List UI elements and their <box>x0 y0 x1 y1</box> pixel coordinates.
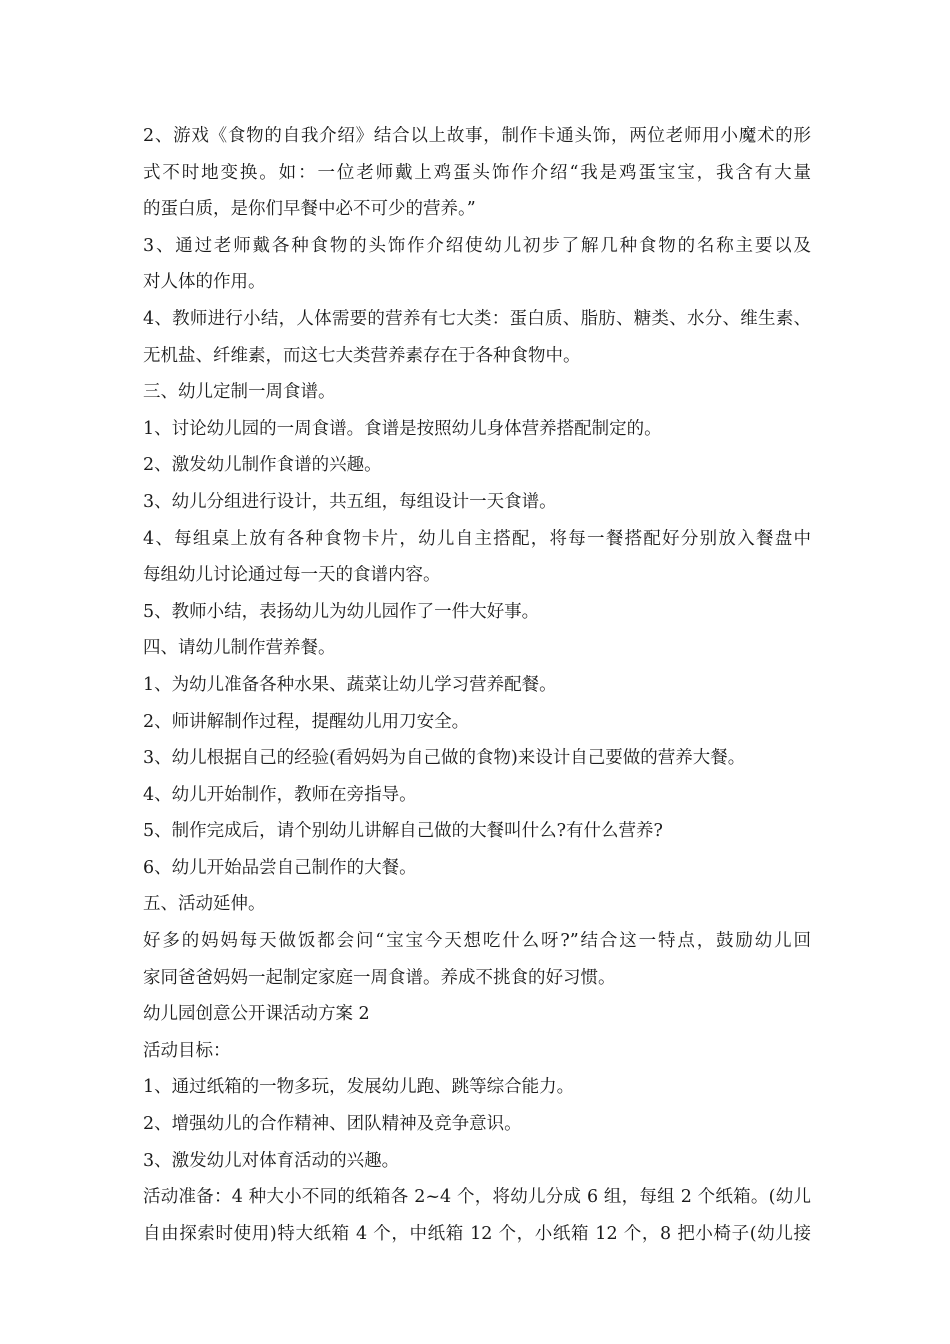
text-line: 式不时地变换。如：一位老师戴上鸡蛋头饰作介绍“我是鸡蛋宝宝，我含有大量 <box>143 162 811 183</box>
text-line: 2、激发幼儿制作食谱的兴趣。 <box>143 455 382 476</box>
section-heading: 活动目标： <box>143 1040 231 1061</box>
text-line: 无机盐、纤维素，而这七大类营养素存在于各种食物中。 <box>143 345 581 366</box>
text-line: 5、制作完成后，请个别幼儿讲解自己做的大餐叫什么?有什么营养? <box>143 821 663 842</box>
text-line: 2、增强幼儿的合作精神、团队精神及竞争意识。 <box>143 1114 522 1135</box>
text-line: 2、游戏《食物的自我介绍》结合以上故事，制作卡通头饰，两位老师用小魔术的形 <box>143 126 811 146</box>
section-heading: 四、请幼儿制作营养餐。 <box>143 638 336 659</box>
document-body <box>143 118 811 1252</box>
text-line: 自由探索时使用)特大纸箱 4 个，中纸箱 12 个，小纸箱 12 个，8 把小椅子(幼儿接 <box>143 1223 811 1244</box>
text-line: 对人体的作用。 <box>143 272 266 293</box>
text-line: 4、每组桌上放有各种食物卡片，幼儿自主搭配，将每一餐搭配好分别放入餐盘中 <box>143 528 811 549</box>
text-line: 好多的妈妈每天做饭都会问“宝宝今天想吃什么呀?”结合这一特点，鼓励幼儿回 <box>143 931 811 952</box>
text-line: 1、通过纸箱的一物多玩，发展幼儿跑、跳等综合能力。 <box>143 1077 575 1098</box>
text-line: 5、教师小结，表扬幼儿为幼儿园作了一件大好事。 <box>143 601 540 622</box>
text-line: 活动准备：4 种大小不同的纸箱各 2~4 个，将幼儿分成 6 组，每组 2 个纸箱。(幼儿 <box>143 1187 811 1208</box>
section-heading: 五、活动延伸。 <box>143 894 266 915</box>
section-heading: 三、幼儿定制一周食谱。 <box>143 382 336 403</box>
text-line: 的蛋白质，是你们早餐中必不可少的营养。” <box>143 199 476 220</box>
text-line: 3、激发幼儿对体育活动的兴趣。 <box>143 1150 400 1171</box>
text-line: 家同爸爸妈妈一起制定家庭一周食谱。养成不挑食的好习惯。 <box>143 967 616 988</box>
text-line: 3、通过老师戴各种食物的头饰作介绍使幼儿初步了解几种食物的名称主要以及 <box>143 235 811 256</box>
text-line: 3、幼儿分组进行设计，共五组，每组设计一天食谱。 <box>143 491 557 512</box>
text-line: 2、师讲解制作过程，提醒幼儿用刀安全。 <box>143 711 470 732</box>
text-line: 1、为幼儿准备各种水果、蔬菜让幼儿学习营养配餐。 <box>143 674 557 695</box>
text-line: 6、幼儿开始品尝自己制作的大餐。 <box>143 857 417 878</box>
text-line: 4、幼儿开始制作，教师在旁指导。 <box>143 784 417 805</box>
text-line: 1、讨论幼儿园的一周食谱。食谱是按照幼儿身体营养搭配制定的。 <box>143 418 662 439</box>
text-line: 3、幼儿根据自己的经验(看妈妈为自己做的食物)来设计自己要做的营养大餐。 <box>143 748 746 769</box>
document-title: 幼儿园创意公开课活动方案 2 <box>143 1004 370 1025</box>
text-line: 4、教师进行小结，人体需要的营养有七大类：蛋白质、脂肪、糖类、水分、维生素、 <box>143 308 811 329</box>
text-line: 每组幼儿讨论通过每一天的食谱内容。 <box>143 565 441 586</box>
